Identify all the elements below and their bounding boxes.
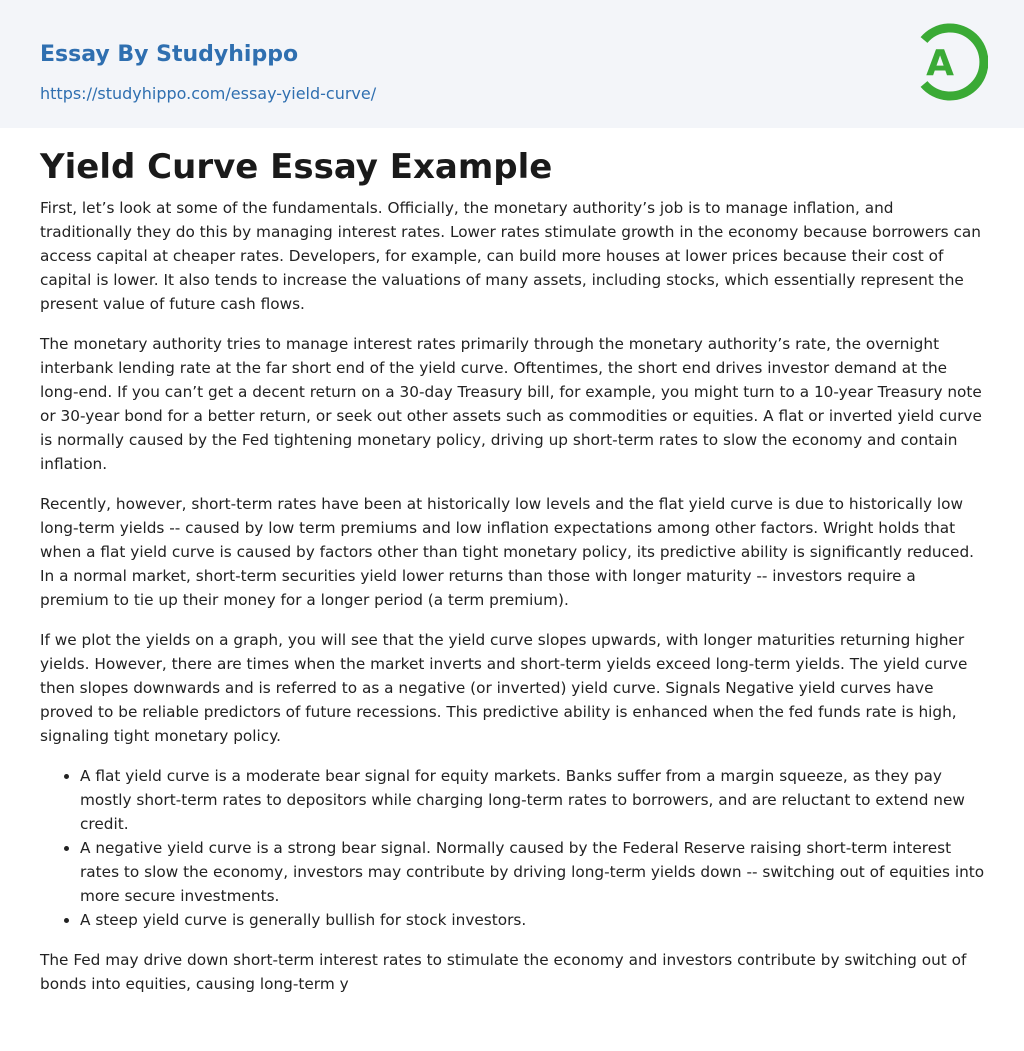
list-item: • A steep yield curve is generally bullish for stock investors. (80, 908, 986, 932)
essay-url-link[interactable]: https://studyhippo.com/essay-yield-curve/ (40, 84, 377, 103)
logo-letter: A (926, 43, 954, 84)
article-body (40, 142, 986, 1012)
closing-paragraph: The Fed may drive down short-term interest rates to stimulate the economy and investors contribute by switching out of bonds into equities, causing long-term y (40, 951, 967, 993)
page-title: Yield Curve Essay Example (40, 147, 553, 187)
list-item: • A flat yield curve is a moderate bear signal for equity markets. Banks suffer from a margin squeeze, as they pay mostly short-term rates to depositors while charging long-term rates to borrowers, and are reluctant to extend new credit. (80, 764, 986, 836)
paragraph-3: Recently, however, short-term rates have been at historically low levels and the flat yield curve is due to historically low long-term yields -- caused by low term premiums and low inflation expectations among other factors. Wright holds that when a flat yield curve is caused by factors other than tight monetary policy, its predictive ability is significantly reduced. In a normal market, short-term securities yield lower returns than those with longer maturity -- investors require a premium to tie up their money for a longer period (a term premium). (40, 495, 975, 609)
paragraph-1: First, let’s look at some of the fundamentals. Officially, the monetary authority’s job is to manage inflation, and traditionally they do this by managing interest rates. Lower rates stimulate growth in the economy because borrowers can access capital at cheaper rates. Developers, for example, can build more houses at lower prices because their cost of capital is lower. It also tends to increase the valuations of many assets, including stocks, which essentially represent the present value of future cash flows. (40, 199, 981, 313)
studyhippo-logo[interactable] (912, 18, 988, 106)
site-header (0, 0, 1024, 128)
logo-ring-icon (912, 18, 988, 106)
paragraph-2: The monetary authority tries to manage interest rates primarily through the monetary authority’s rate, the overnight interbank lending rate at the far short end of the yield curve. Oftentimes, the short end drives investor demand at the long-end. If you can’t get a decent return on a 30-day Treasury bill, for example, you might turn to a 10-year Treasury note or 30-year bond for a better return, or seek out other assets such as commodities or equities. A flat or inverted yield curve is normally caused by the Fed tightening monetary policy, driving up short-term rates to slow the economy and contain inflation. (40, 335, 982, 473)
brand-title[interactable]: Essay By Studyhippo (40, 42, 299, 67)
signal-list (40, 764, 986, 932)
list-item: • A negative yield curve is a strong bear signal. Normally caused by the Federal Reserve raising short-term interest rates to slow the economy, investors may contribute by driving long-term yields down -- switching out of equities into more secure investments. (80, 836, 986, 908)
paragraph-4: If we plot the yields on a graph, you will see that the yield curve slopes upwards, with longer maturities returning higher yields. However, there are times when the market inverts and short-term yields exceed long-term yields. The yield curve then slopes downwards and is referred to as a negative (or inverted) yield curve. Signals Negative yield curves have proved to be reliable predictors of future recessions. This predictive ability is enhanced when the fed funds rate is high, signaling tight monetary policy. (40, 631, 968, 745)
